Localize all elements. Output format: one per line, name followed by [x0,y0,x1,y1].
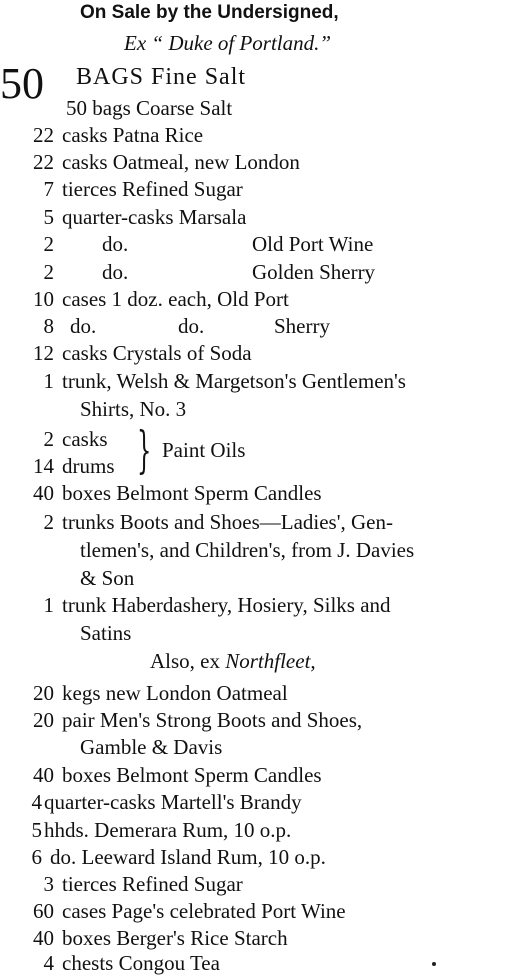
item-qty: 40 [33,481,54,505]
item-qty: 40 [33,926,54,950]
item-text: boxes Belmont Sperm Candles [62,763,322,787]
ditto-mark: do. [178,314,205,338]
list-item [0,680,288,706]
list-item [0,871,243,897]
item-qty: 2 [43,232,54,256]
ditto-mark: do. [70,314,97,338]
list-item-continuation: Gamble & Davis [80,735,223,759]
advert-heading: On Sale by the Undersigned, [80,2,339,23]
item-qty: 1 [43,593,54,617]
list-item [0,122,203,148]
item-text: kegs new London Oatmeal [62,681,288,705]
item-qty: 12 [33,341,54,365]
item-qty: 40 [33,763,54,787]
list-item [0,789,302,815]
list-item [0,762,322,788]
group-label: Paint Oils [162,438,246,462]
list-item [0,480,322,506]
list-item [0,509,393,535]
list-item [0,340,252,366]
list-item [0,898,346,924]
item-text: hhds. Demerara Rum, 10 o.p. [44,818,292,842]
item-qty: 5 [43,205,54,229]
list-item-continuation: & Son [80,566,135,590]
item-text: quarter-casks Martell's Brandy [44,790,302,814]
lead-item: BAGS Fine Salt [76,64,247,90]
item-text: drums [62,454,115,478]
list-item: 50 bags Coarse Salt [66,96,233,120]
item-qty: 20 [33,681,54,705]
item-qty: 60 [33,899,54,923]
item-text: trunk, Welsh & Margetson's Gentlemen's [62,369,406,393]
also-prefix: Also, ex [150,649,226,673]
list-item-continuation: tlemen's, and Children's, from J. Davies [80,538,415,562]
ship-subheading: Ex “ Duke of Portland.” [124,31,332,55]
item-text: boxes Belmont Sperm Candles [62,481,322,505]
item-text: chests Congou Tea [62,951,220,975]
item-text: trunk Haberdashery, Hosiery, Silks and [62,593,391,617]
ship-name: Northfleet, [225,649,316,673]
list-item [0,313,330,339]
item-qty: 4 [31,790,42,814]
item-text: casks Oatmeal, new London [62,150,300,174]
item-text: pair Men's Strong Boots and Shoes, [62,708,363,732]
ink-speck [432,962,436,966]
list-item-continuation: Shirts, No. 3 [80,397,187,421]
list-item [0,259,375,285]
item-text: Golden Sherry [252,260,376,284]
list-item [0,286,289,312]
list-item [0,707,362,733]
item-text: casks Crystals of Soda [62,341,252,365]
item-text: quarter-casks Marsala [62,205,247,229]
item-text: Old Port Wine [252,232,374,256]
item-text: trunks Boots and Shoes—Ladies', Gen- [62,510,393,534]
item-text: casks Patna Rice [62,123,204,147]
item-qty: 2 [43,510,54,534]
ditto-mark: do. [102,232,129,256]
list-item [0,149,300,175]
item-text: tierces Refined Sugar [62,177,243,201]
item-qty: 22 [33,150,54,174]
item-text: cases Page's celebrated Port Wine [62,899,346,923]
item-text: cases 1 doz. each, Old Port [62,287,289,311]
item-qty: 20 [33,708,54,732]
item-qty: 3 [43,872,54,896]
item-qty: 2 [43,260,54,284]
item-qty: 4 [43,951,54,975]
item-text: casks [62,427,108,451]
list-item [0,231,373,257]
list-item [0,844,326,870]
item-qty: 7 [43,177,54,201]
list-item [0,817,291,843]
item-qty: 14 [33,454,54,478]
item-qty: 6 [31,845,42,869]
item-text: do. Leeward Island Rum, 10 o.p. [50,845,326,869]
also-heading [150,648,316,674]
item-text: Sherry [274,314,330,338]
item-qty: 22 [33,123,54,147]
item-qty: 8 [43,314,54,338]
item-qty: 2 [43,427,54,451]
item-text: boxes Berger's Rice Starch [62,926,288,950]
item-qty: 1 [43,369,54,393]
ditto-mark: do. [102,260,129,284]
item-text: tierces Refined Sugar [62,872,243,896]
list-item [0,950,220,976]
grouping-brace: } [137,421,152,479]
item-qty: 5 [31,818,42,842]
lead-quantity: 50 [0,59,44,108]
list-item-continuation: Satins [80,621,132,645]
list-item [0,453,115,479]
list-item [0,592,391,618]
list-item [0,176,243,202]
list-item [0,925,288,951]
list-item [0,204,246,230]
list-item [0,368,406,394]
item-qty: 10 [33,287,54,311]
list-item [0,426,108,452]
